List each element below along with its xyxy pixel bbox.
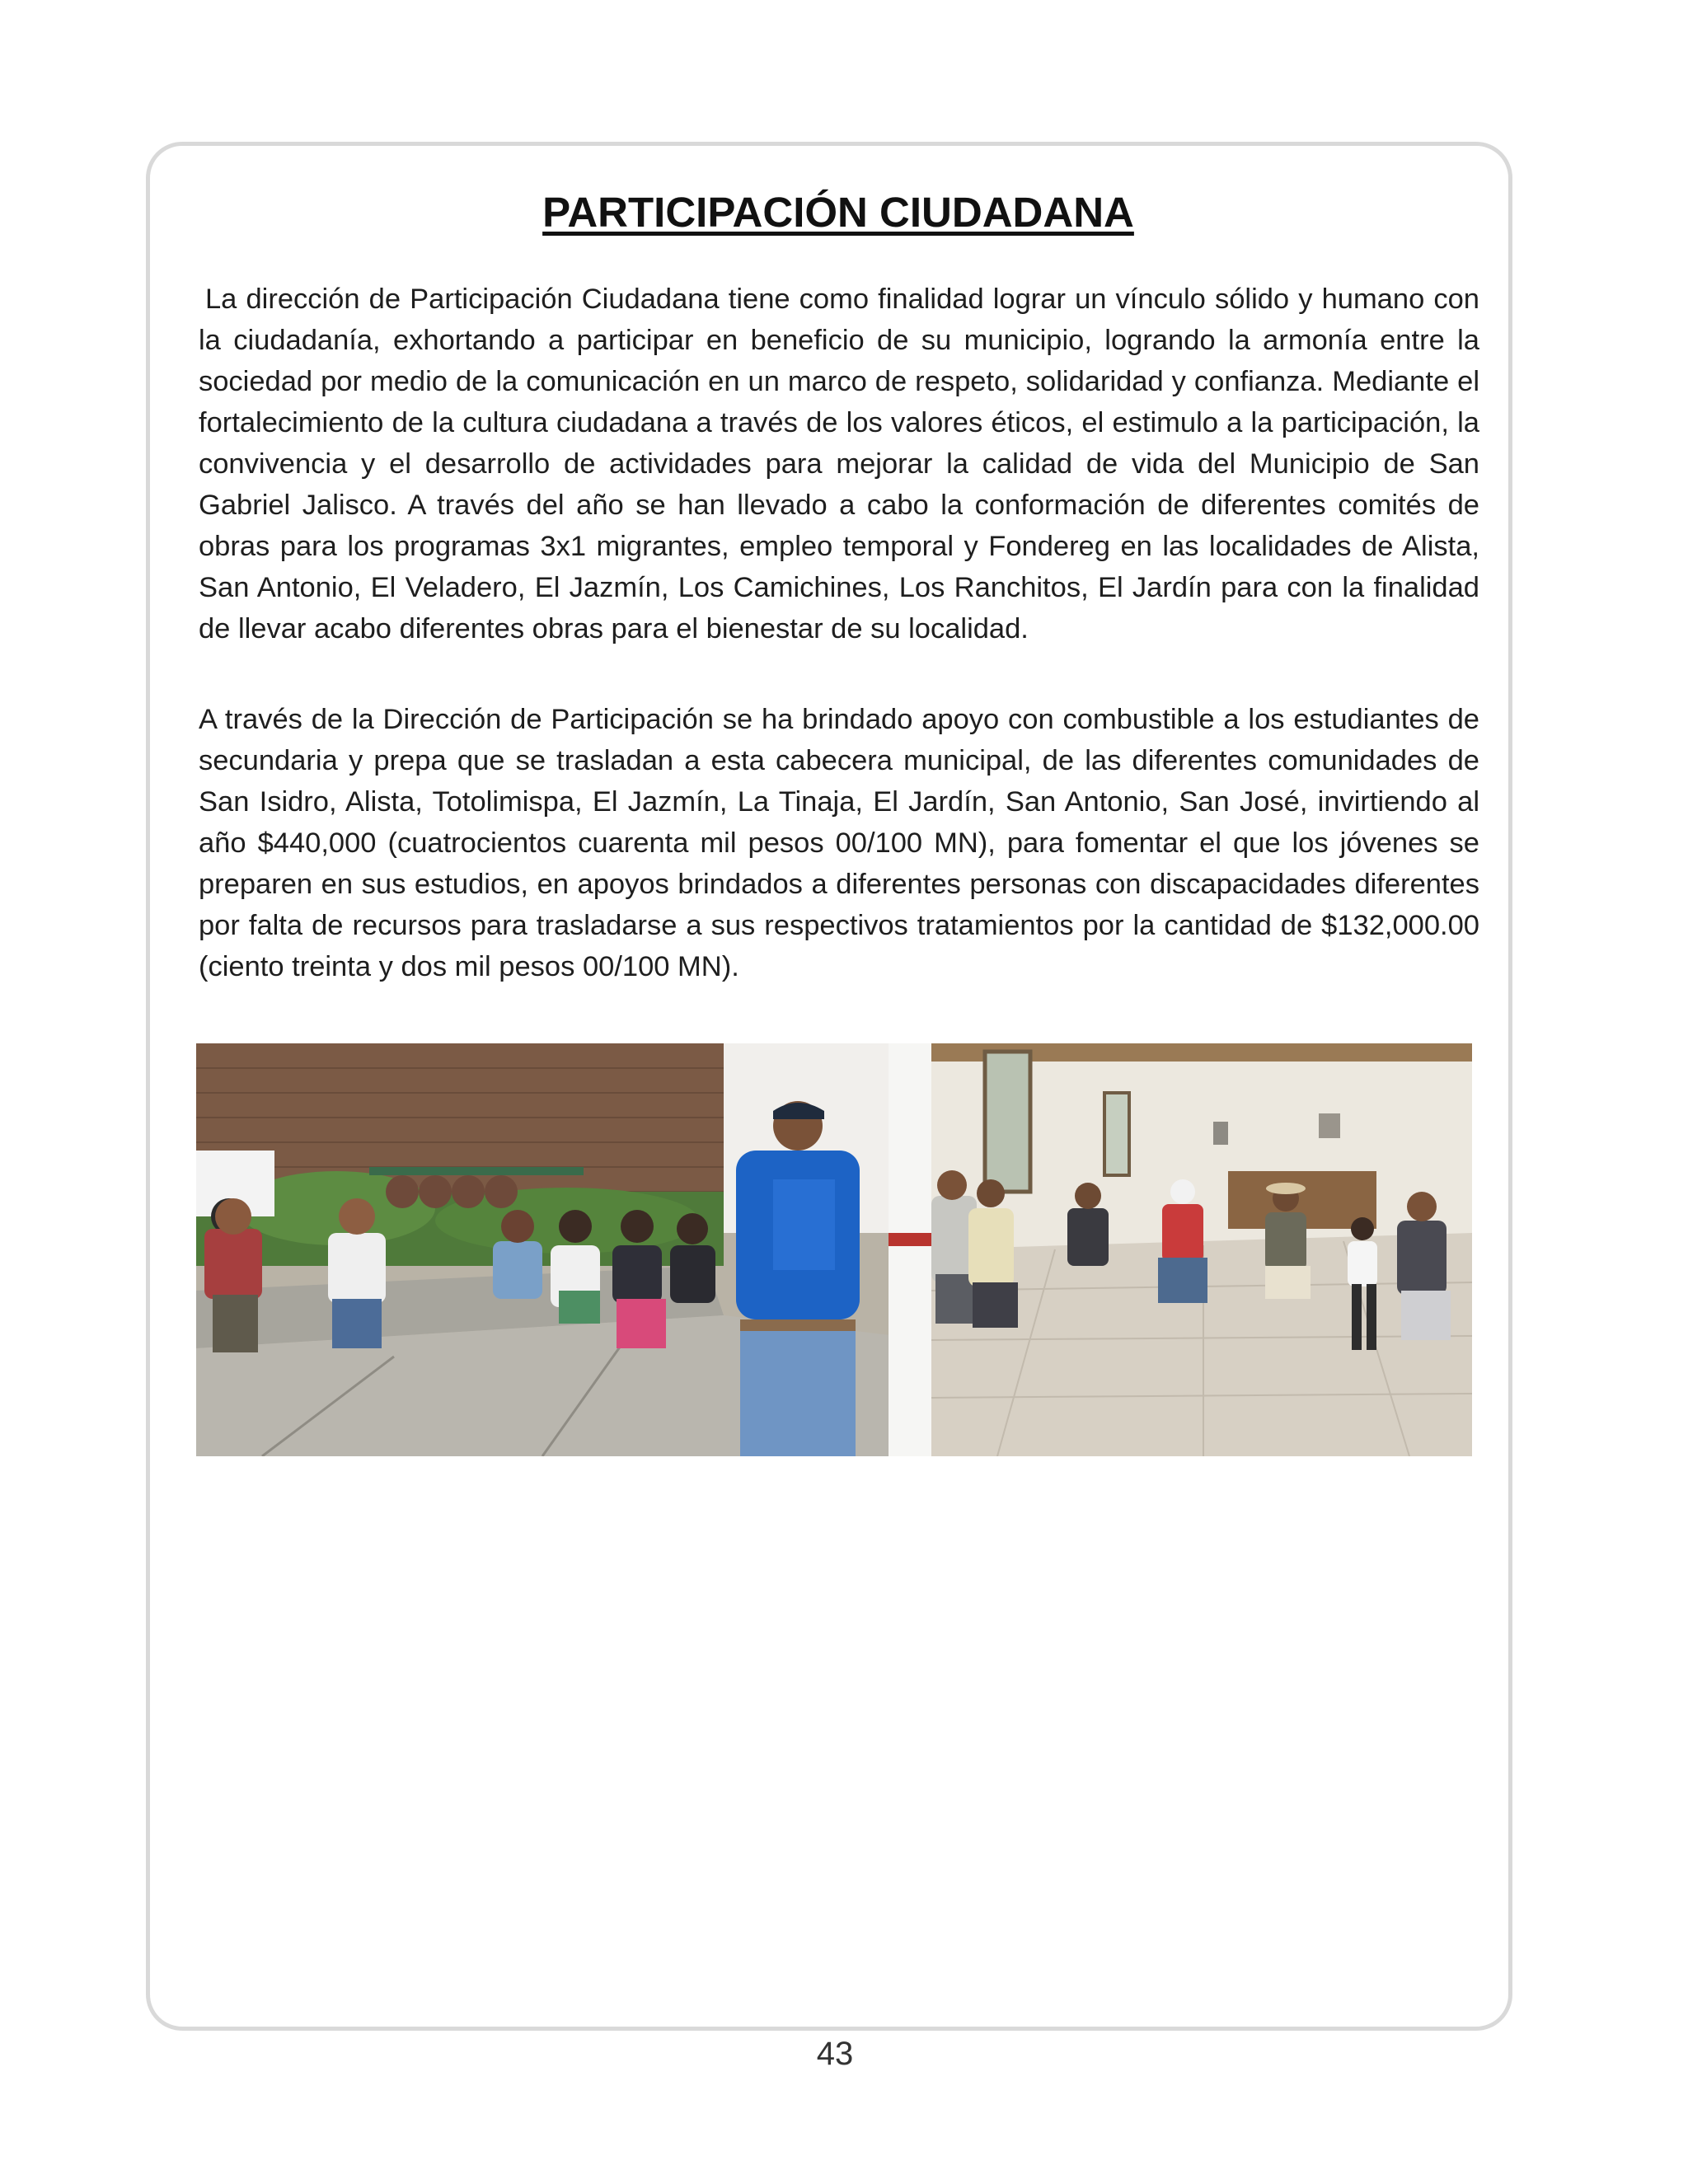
photo-outdoor-meeting-image xyxy=(196,1043,931,1456)
page-title: PARTICIPACIÓN CIUDADANA xyxy=(542,189,1134,236)
photo-outdoor-meeting xyxy=(196,1043,931,1456)
paragraph-intro: La dirección de Participación Ciudadana tiene como finalidad lograr un vínculo sólido y humano con la ciudadanía, exhortando a participar en beneficio de su municipio, logrando la armonía entre la sociedad por medio de la comunicación en un marco de respeto, solidaridad y confianza. Mediante el fortalecimiento de la cultura ciudadana a través de los valores éticos, el estimulo a la participación, la convivencia y el desarrollo de actividades para mejorar la calidad de vida del Municipio de San Gabriel Jalisco. A través del año se han llevado a cabo la conformación de diferentes comités de obras para los programas 3x1 migrantes, empleo temporal y Fondereg en las localidades de Alista, San Antonio, El Veladero, El Jazmín, Los Camichines, Los Ranchitos, El Jardín para con la finalidad de llevar acabo diferentes obras para el bienestar de su localidad. xyxy=(199,284,1479,644)
paragraph-support: A través de la Dirección de Participación se ha brindado apoyo con combustible a los estudiantes de secundaria y prepa que se trasladan a esta cabecera municipal, de las diferentes comunidades de San Isidro, Alista, Totolimispa, El Jazmín, La Tinaja, El Jardín, San Antonio, San José, invirtiendo al año $440,000 (cuatrocientos cuarenta mil pesos 00/100 MN), para fomentar el que los jóvenes se preparen en sus estudios, en apoyos brindados a diferentes personas con discapacidades diferentes por falta de recursos para trasladarse a sus respectivos tratamientos por la cantidad de $132,000.00 (ciento treinta y dos mil pesos 00/100 MN). xyxy=(199,704,1479,982)
photo-indoor-meeting-image xyxy=(931,1043,1472,1456)
page-number: 43 xyxy=(816,2036,854,2072)
photo-indoor-meeting xyxy=(931,1043,1472,1456)
